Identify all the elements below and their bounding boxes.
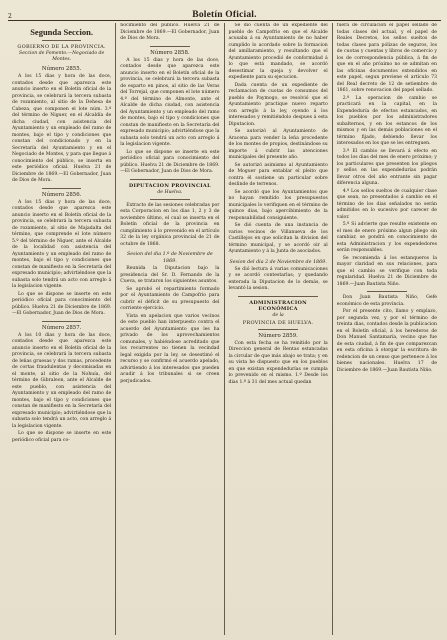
column-1	[8, 23, 116, 635]
notice-number-2855: Número 2855.	[41, 66, 82, 72]
diputacion-subheading: de Huelva.	[157, 189, 183, 195]
divider	[367, 291, 407, 292]
col3-para-8: Se dió lectura á varias comunicaciones y se acordó contestarlas; y quedando enterada la Diputacion de lo demás, se levantó la sesion.	[228, 266, 328, 291]
divider	[130, 179, 209, 180]
notice-2856-text: A los 15 dias y hora de las doce, contados desde que aparezca este anuncio inserto en el Boletín oficial de la provincia, se celebrará la tercera subasta de rozamiento, al sitio de Majadalta del término, que comprende el lote número 5.º del término de Niguer, ante el Alcalde de la localidad con asistencia del Ayuntamiento y un empleado del ramo de montes, bajo el tipo y condiciones que constan de manifiesto en la Secretaría del expresado municipio; advirtiéndose que la subasta solo tendrá un acto con arreglo á la legislacion vigente.	[12, 199, 112, 289]
notice-2858-text: A los 15 dias y hora de las doce, contados desde que aparezca este anuncio inserto en el Boletín oficial de la provincia, se celebrará la tercera subasta de esparto en pinos, al sitio de las Veras del Torrejal, que componen el lote número 4.º del término de Almonte, ante el Alcalde de dicha ciudad, con asistencia del Ayuntamiento y un empleado del ramo de montes, bajo el tipo y condiciones que constan de manifiesto en la Secretaría del expresado municipio; advirtiéndose que la subasta solo tendrá un acto con arreglo á la legislacion vigente.	[120, 57, 220, 147]
notice-2857-closing: Lo que se dispone se inserte en este periódico oficial para co-	[12, 431, 112, 443]
col4-para-3: 3.º El cambio se llevará á efecto en todos los dias del mes de enero próximo; y los particulares que presenten los pliegos y sellos en las expendedurías podrán llevar otros del año entrante sin pagar diferencia alguna.	[336, 148, 437, 186]
col3-para-3: Se autorizó al Ayuntamiento de Aracena para vender la leña procedente de los montes de propios, destinándose su importe á cubrir las atenciones municipales del presente año.	[228, 129, 328, 160]
diputacion-heading: DIPUTACION PROVINCIAL	[128, 182, 211, 189]
notice-2856-closing: Lo que se dispone se inserte en este periódico oficial para conocimiento del público. Huelva 21 de Diciembre de 1869.—El Gobernador, Juan de Dios de Mora.	[12, 291, 112, 316]
divider	[42, 40, 82, 41]
masthead	[8, 4, 441, 21]
col4-para-7: Don Juan Bautista Niño, Gefe económico de esta provincia.	[336, 295, 437, 307]
divider	[150, 199, 190, 200]
col3-para-6: Se dió cuenta de una instancia de varios vecinos de Villanueva de los Castillejos en que solicitan la division del término municipal, y se acordó oir al Ayuntamiento y á la Junta de asociados.	[228, 223, 328, 254]
notice-2857-text: A los 10 dias y hora de las doce, contados desde que aparezca este anuncio inserto en el Boletín oficial de la provincia, se celebrará la tercera subasta de leñas gruesas y dos ramas, procedente de cortas fraudulentas y decomisadas en el monte, al sitio de la Nohuía, del término de Gibraleon, ante el Alcalde de este pueblo, con asistencia del Ayuntamiento y un empleado del ramo de montes, bajo el tipo y condiciones que constan de manifiesto en la Secretaría del expresado municipio; advirtiéndose que la subasta solo tendrá un acto, con arreglo á la legislacion vigente.	[12, 332, 112, 429]
negociado-heading: Seccion de Fomento.—Negociado de Montes.	[19, 51, 105, 62]
admin-heading-de: de la	[272, 312, 284, 318]
notice-2859-text: Con esta fecha se ha remitido por la Direccion general de Rentas estancadas la circular de que más abajo se trata; y en su vista he dispuesto que en los pueblos en que existan expendedurías se cumpla lo prevenido en el mismo. 1.º Desde los dias 1.º á 31 del mes actual quedan	[228, 340, 328, 385]
column-4	[333, 23, 441, 635]
notice-2855-text: A los 15 dias y hora de las doce, contados desde que aparezca este anuncio inserto en el Boletín oficial de la provincia, se celebrará la tercera subasta de rozamiento, al sitio de la Dehesa de Cabeza, que componen el lote núm. 3.º del término de Niguer, en el Alcaldía de dicha ciudad, con asistencia del Ayuntamiento y un empleado del ramo de montes, bajo el tipo y condiciones que constan del condicionado y en la Secretaría del Ayuntamiento y en el Negociado de Montes, y para que llegue á conocimiento del público, se inserta en este periódico oficial. Huelva 21 de Diciembre de 1869.—El Gobernador, Juan de Dios de Mora.	[12, 74, 112, 183]
session-heading: Sesion del dia 1.º de Noviembre de 1869.	[127, 252, 213, 264]
continued-text: nocimiento del público. Huelva 21 de Diciembre de 1869.—El Gobernador, Juan de Dios de Mora.	[120, 23, 220, 41]
admin-heading-province: PROVINCIA DE HUELVA.	[242, 319, 314, 326]
divider	[42, 321, 82, 322]
column-3	[225, 23, 333, 635]
divider	[150, 46, 190, 47]
divider	[238, 296, 317, 297]
col4-para-4: 4.º Los sellos sueltos de cualquier clase que sean, no presentados á cambio en el término de los dias señalados no serán admitidos en lo sucesivo por carecer de valor.	[336, 188, 437, 220]
section-title: Segunda Seccion.	[30, 27, 94, 37]
gobierno-heading: GOBIERNO DE LA PROVINCIA.	[17, 44, 106, 50]
admin-heading: ADMINISTRACION ECONÓMICA	[249, 299, 308, 312]
col3-para-5: Se acordó que los Ayuntamientos que no hayan remitido los presupuestos municipales lo verifiquen en el término de quince dias, bajo apercibimiento de la responsabilidad consiguiente.	[228, 189, 328, 221]
page-number: 2	[8, 13, 12, 20]
col4-para-1: fuera de circulacion el papel sellado de todas clases del actual, y el papel de Reales Decretos, los sellos sueltos de todas clases para pólizas de seguros, los de cuotas y cuentas y libros de comercio y los de correspondencia pública, á fin de que en el año próximo no se admitan en las oficinas documentos extendidos en este papel, segun previene el artículo 73 del Real decreto de 12 de setiembre de 1861, sobre renovacion del papel sellado.	[336, 23, 437, 93]
notice-number-2856: Número 2856.	[41, 191, 82, 198]
notice-number-2859: Número 2859.	[258, 332, 298, 339]
diputacion-intro: Extracto de las sesiones celebradas por esta Corporacion en los dias 1, 2 y 3 de noviembre último, el cual se inserta en el Boletín oficial de la provincia en cumplimiento á lo prevenido en el artículo 32 de la ley orgánica provincial de 21 de octubre de 1868.	[120, 202, 220, 247]
col3-para-4: Se autorizó asimismo al Ayuntamiento de Moguer para entablar el pleito que contra él sostiene un particular sobre deslinde de terrenos.	[228, 162, 328, 187]
col4-para-8: Por el presente cito, llamo y emplazo, por segunda vez, y por el término de treinta dias, contados desde la publicacion en el Boletín oficial, á los herederos de Don Manuel Santamaría, vecino que fue de esta ciudad, á fin de que comparezcan en esta oficina á otorgar la escritura de redencion de un censo que pertenece á los bienes nacionales. Huelva 17 de Diciembre de 1869.—Juan Bautista Niño.	[336, 309, 437, 373]
notice-number-2858: Número 2858.	[150, 49, 190, 56]
session-heading-2: Sesion del dia 2 de Noviembre de 1869.	[229, 259, 327, 265]
newspaper-title: Boletín Oficial.	[192, 10, 257, 20]
column-2	[116, 23, 224, 635]
col3-para-1: Se dió cuenta de un expediente del pueblo de Campofrio en que el Alcalde acusaba á su Ayuntamiento de no haber cumplido lo acordado sobre la formacion del amillaramiento, y resultando que el Ayuntamiento procedió de conformidad á lo que está mandado, se acordó desestimar la queja y devolver el expediente para su ejecucion.	[228, 23, 328, 80]
col3-para-2: Dada cuenta de un expediente de reclamacion de cuotas de consumos del pueblo de Paymogo, se resolvió que el Ayuntamiento practique nuevo reparto con arreglo á la ley, oyendo á los interesados y remitiéndolo despues á esta Diputacion.	[228, 82, 328, 127]
diputacion-para-3: Vista en apelacion que varios vecinos de este pueblo han interpuesto contra el acuerdo del Ayuntamiento que les ha privado de los aprovechamientos comunales, y habiéndose acreditado que los recurrentes no tienen la vecindad legal exigida por la ley, se desestimó el recurso y se confirmó el acuerdo apelado, advirtiendo á los interesados que pueden acudir á los tribunales si se creen perjudicados.	[120, 313, 220, 384]
diputacion-para-2: Se aprobó el repartimiento formado por el Ayuntamiento de Campofrio para cubrir el déficit de su presupuesto del corriente ejercicio.	[120, 286, 220, 311]
col4-para-6: Se recomienda á los estanqueros la mayor claridad en sus relaciones, para que el cambio se verifique con toda regularidad. Huelva 21 de Diciembre de 1869.—Juan Bautista Niño.	[336, 255, 437, 287]
col4-para-2: 2.º La operacion de cambio se practicará en la capital, en la Expendeduría de efectos estancados, en los pueblos por los administradores subalternos, y en los estancos de los mismos y en las demás poblaciones en el término fijado, debiendo llevar los interesados en los que se les entreguen.	[336, 95, 437, 146]
diputacion-para-1: Reunida la Diputacion bajo la presidencia del Sr. D. Fernando de la Cueva, se trataron los siguientes asuntos.	[120, 266, 220, 284]
divider	[258, 329, 298, 330]
divider	[42, 188, 82, 189]
notice-2858-closing: Lo que se dispone se inserte en este periódico oficial para conocimiento del público. Huelva 21 de Diciembre de 1869.—El Gobernador, Juan de Dios de Mora.	[120, 149, 220, 174]
col4-para-5: 5.º Si advierte que resulte existente en el mes de enero próximo algun pliego sin cambiar, se pondrá en conocimiento de esta Administracion y los expendedores serán responsables.	[336, 222, 437, 253]
notice-number-2857: Número 2857.	[41, 324, 82, 331]
column-layout	[8, 23, 441, 635]
